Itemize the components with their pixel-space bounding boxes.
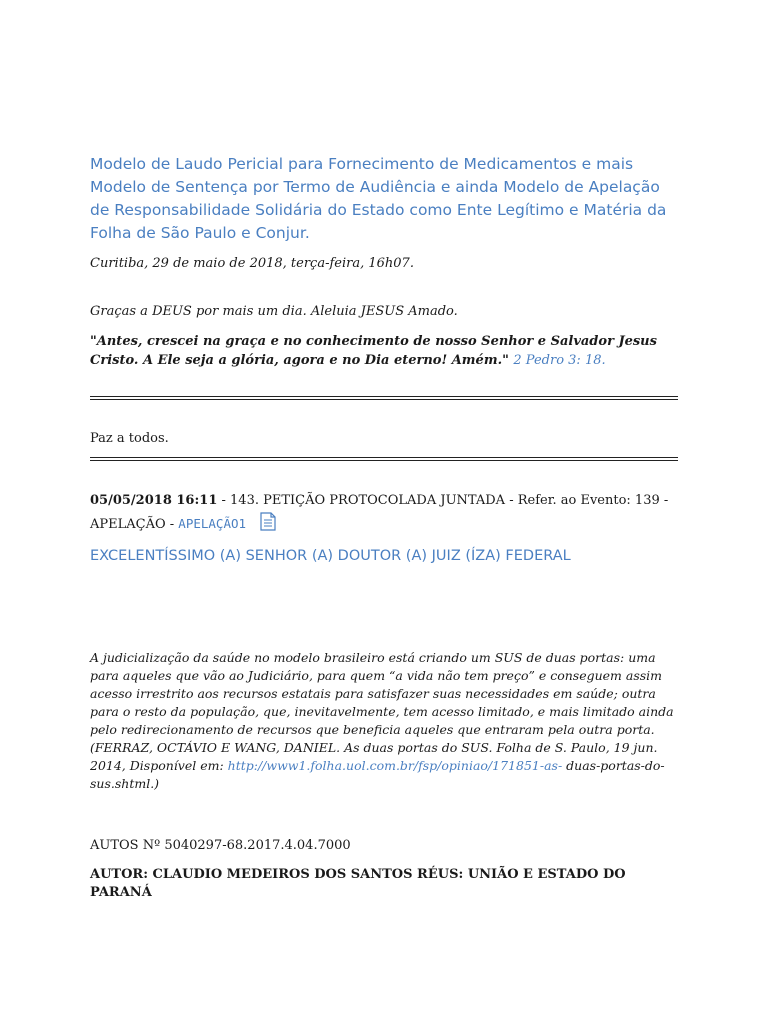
quote-url-link[interactable]: http://www1.folha.uol.com.br/fsp/opiniao/171851-as- [227, 758, 563, 773]
dateline: Curitiba, 29 de maio de 2018, terça-feira, 16h07. [90, 256, 414, 271]
verse-reference-link[interactable]: 2 Pedro 3: 18. [513, 353, 606, 368]
greeting: Paz a todos. [90, 431, 169, 446]
quote-tail: duas-portas-do-sus.shtml.) [90, 758, 665, 791]
apelacao-link[interactable]: APELAÇÃO1 [178, 516, 247, 531]
document-title: Modelo de Laudo Pericial para Fornecimento de Medicamentos e mais Modelo de Sentença por Termo de Audiência e ainda Modelo de Apelação de Responsabilidade Solidária do Estado como Ente Legítimo e Matéria da Folha de São Paulo e Conjur. [90, 155, 667, 242]
event-description: - 143. PETIÇÃO PROTOCOLADA JUNTADA - Refer. ao Evento: 139 - APELAÇÃO - [90, 493, 669, 532]
event-entry [90, 489, 680, 539]
gratitude-line: Graças a DEUS por mais um dia. Aleluia JESUS Amado. [90, 304, 458, 319]
case-number: AUTOS Nº 5040297-68.2017.4.04.7000 [90, 838, 351, 853]
verse-text: "Antes, crescei na graça e no conhecimento de nosso Senhor e Salvador Jesus Cristo. A Ele seja a glória, agora e no Dia eterno! Amém." [90, 334, 657, 368]
bible-verse [90, 332, 680, 370]
case-parties: AUTOR: CLAUDIO MEDEIROS DOS SANTOS RÉUS: UNIÃO E ESTADO DO PARANÁ [90, 867, 626, 900]
divider [90, 457, 678, 461]
epigraph-quote [90, 649, 685, 793]
divider [90, 396, 678, 400]
salutation-heading: EXCELENTÍSSIMO (A) SENHOR (A) DOUTOR (A) JUIZ (ÍZA) FEDERAL [90, 548, 571, 564]
document-icon[interactable] [260, 512, 276, 539]
event-timestamp: 05/05/2018 16:11 [90, 493, 218, 508]
quote-text: A judicialização da saúde no modelo brasileiro está criando um SUS de duas portas: uma para aqueles que vão ao Judiciário, para quem “a vida não tem preço” e conseguem assim acesso irrestrito aos recursos estatais para satisfazer suas necessidades em saúde; outra para o resto da população, que, inevitavelmente, tem acesso limitado, e mais limitado ainda pelo redirecionamento de recursos que beneficia aqueles que entraram pela outra porta. (FERRAZ, OCTÁVIO E WANG, DANIEL. As duas portas do SUS. Folha de S. Paulo, 19 jun. 2014, Disponível em: [90, 650, 674, 773]
